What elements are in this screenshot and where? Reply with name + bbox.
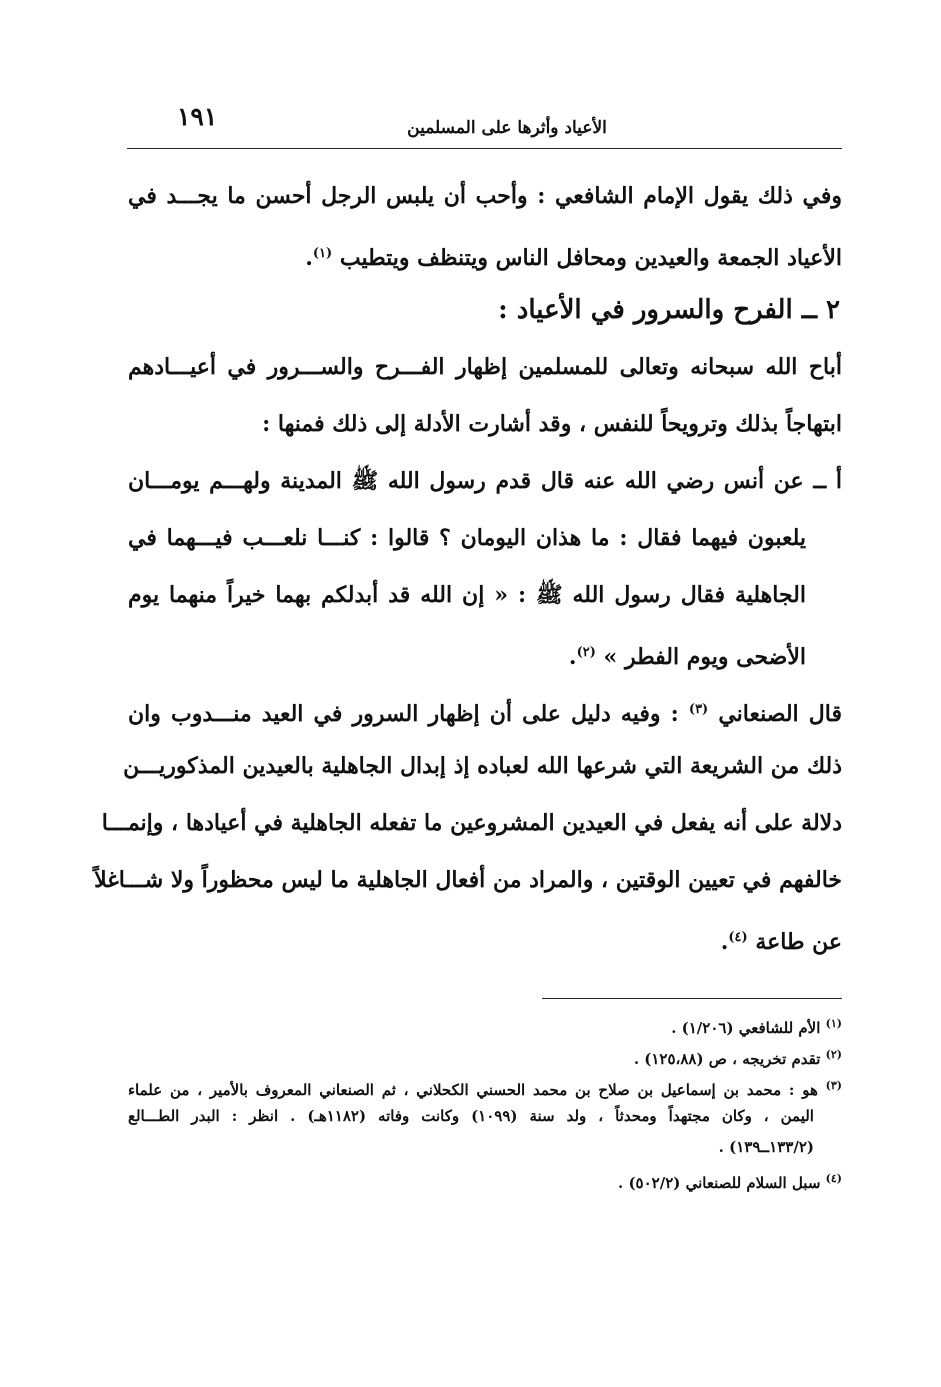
page-header — [127, 96, 842, 150]
footnotes — [128, 1008, 842, 1194]
hadith-line: أ ــ عن أنس رضي الله عنه قال قدم رسول الله ﷺ المدينة ولهـــم يومـــان — [128, 468, 842, 494]
page-number: ١٩١ — [177, 102, 218, 131]
footnote: $^{(٤)}$ سبل السلام للصنعاني (٥٠٢/٢) . — [618, 1172, 842, 1192]
hadith-line: الأضحى ويوم الفطر » $^{(٢)}$. — [568, 644, 806, 670]
text-line: قال الصنعاني $^{(٣)}$ : وفيه دليل على أن إظهار السرور في العيد منـــدوب وان — [128, 701, 842, 727]
text-line: الأعياد الجمعة والعيدين ومحافل الناس ويتنظف ويتطيب $^{(١)}$. — [305, 245, 842, 271]
footnote: $^{(١)}$ الأم للشافعي (١/٢٠٦) . — [671, 1017, 842, 1037]
section-heading: ٢ ــ الفرح والسرور في الأعياد : — [498, 295, 840, 325]
footnote-ref: (٣) — [688, 702, 709, 717]
footnote-separator — [542, 998, 842, 999]
text-line: عن طاعة $^{(٤)}$. — [720, 929, 842, 955]
running-title: الأعياد وأثرها على المسلمين — [407, 118, 607, 138]
footnote-ref: (٢) — [576, 645, 596, 660]
text-line: دلالة على أنه يفعل في العيدين المشروعين ما تفعله الجاهلية في أعيادها ، وإنمـــا — [101, 810, 842, 836]
hadith-line: الجاهلية فقال رسول الله ﷺ : « إن الله قد أبدلكم بهما خيراً منهما يوم — [128, 582, 806, 608]
main-text — [94, 168, 842, 966]
text-line: وفي ذلك يقول الإمام الشافعي : وأحب أن يلبس الرجل أحسن ما يجـــد في — [128, 183, 842, 209]
footnote: $^{(٢)}$ تقدم تخريجه ، ص (١٢٥،٨٨) . — [633, 1048, 842, 1068]
footnote-ref: (٤) — [728, 930, 748, 945]
text-line: خالفهم في تعيين الوقتين ، والمراد من أفعال الجاهلية ما ليس محظوراً ولا شـــاغلاً — [94, 867, 842, 893]
hadith-line: يلعبون فيهما فقال : ما هذان اليومان ؟ قالوا : كنـــا نلعـــب فيـــهما في — [128, 525, 806, 551]
footnote-ref: (١) — [312, 246, 333, 261]
header-rule — [127, 148, 842, 149]
text-line: ابتهاجاً بذلك وترويحاً للنفس ، وقد أشارت الأدلة إلى ذلك فمنها : — [262, 411, 842, 437]
footnote-continuation: اليمن ، وكان مجتهداً ومحدثاً ، ولد سنة (١٠٩٩) وكانت وفاته (١١٨٢هـ) . انظر : البدر الطـــالع — [128, 1107, 814, 1125]
footnote-continuation: (١٣٣/٢ــ١٣٩) . — [718, 1138, 814, 1156]
text-line: ذلك من الشريعة التي شرعها الله لعباده إذ إبدال الجاهلية بالعيدين المذكوريـــن — [123, 753, 842, 779]
footnote: $^{(٣)}$ هو : محمد بن إسماعيل بن صلاح بن محمد الحسني الكحلاني ، ثم الصنعاني المعروف بالأمير ، من علماء — [128, 1079, 842, 1099]
text-line: أباح الله سبحانه وتعالى للمسلمين إظهار الفـــرح والســـرور في أعيـــادهم — [128, 354, 842, 380]
